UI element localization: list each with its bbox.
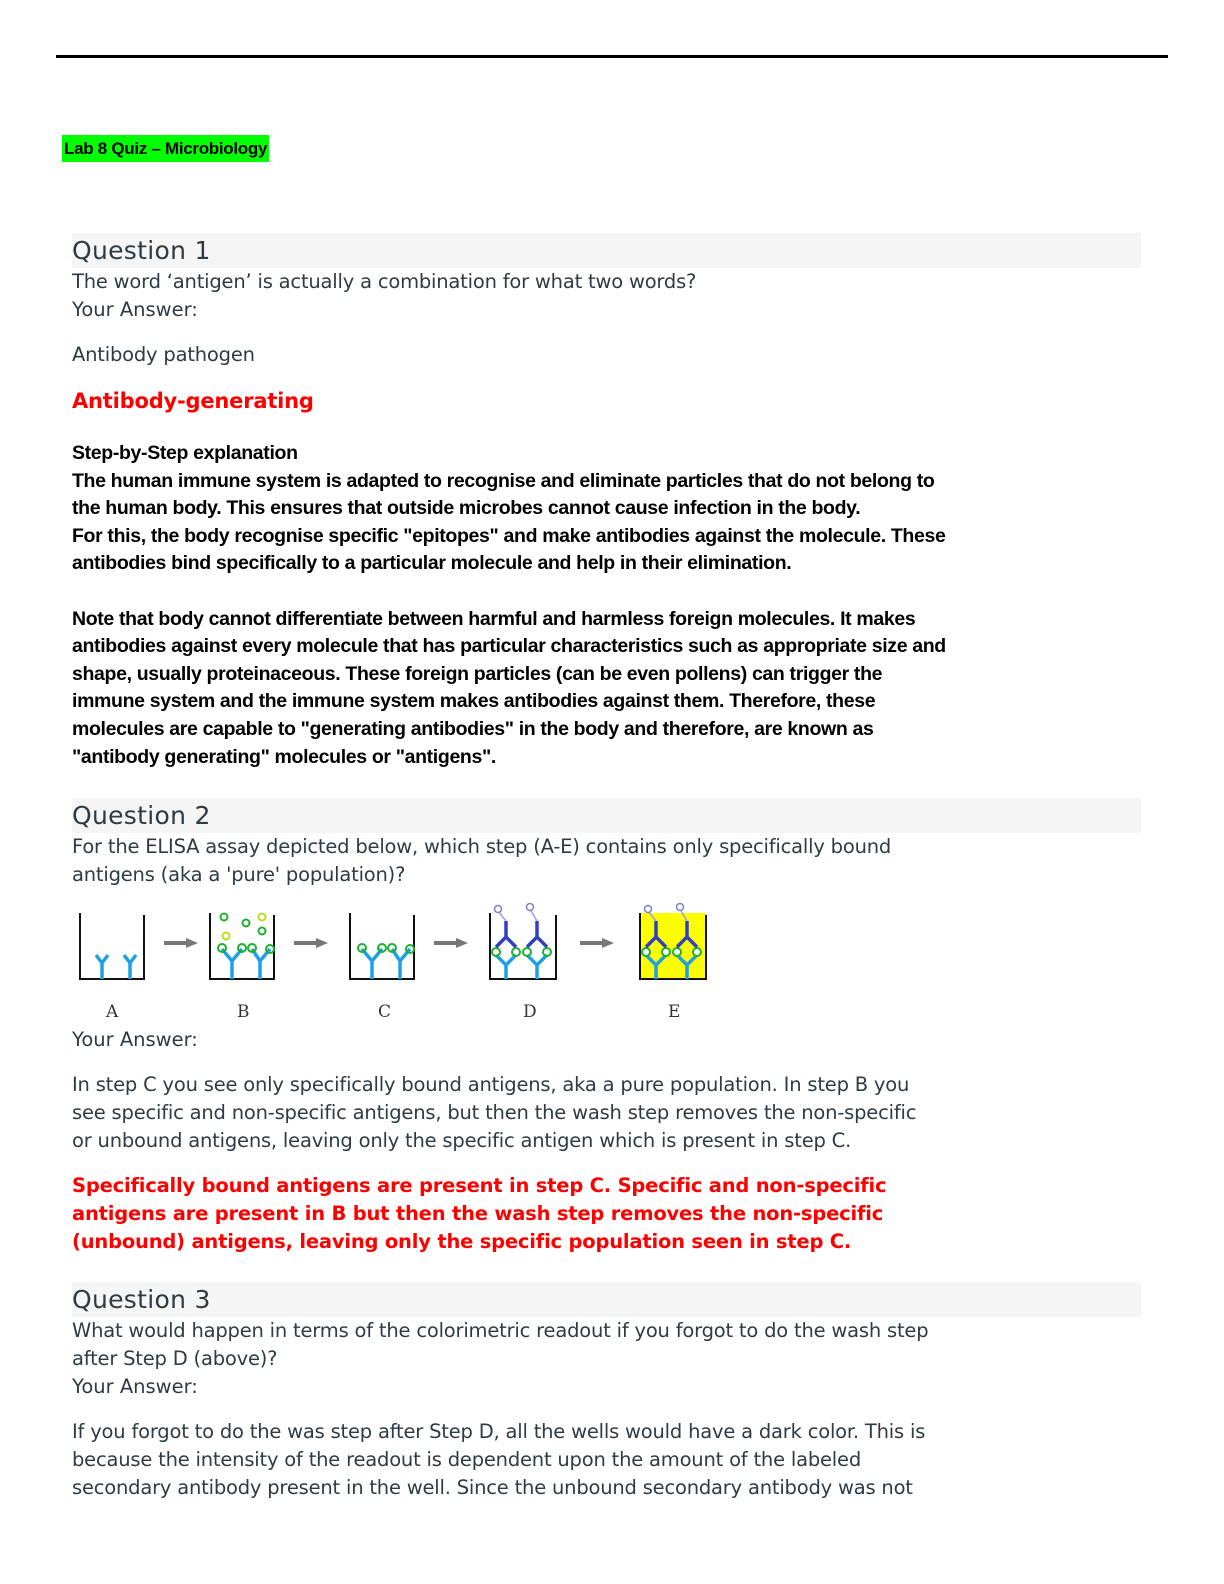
document-title: Lab 8 Quiz – Microbiology	[62, 135, 269, 162]
answer-label: Your Answer:	[72, 1028, 198, 1051]
step-label-e: E	[668, 1002, 681, 1022]
step-label-c: C	[378, 1002, 392, 1022]
your-answer-line: In step C you see only specifically bound antigens, aka a pure population. In step B you	[72, 1073, 910, 1096]
step-label-a: A	[106, 1002, 119, 1022]
question-text-line: after Step D (above)?	[72, 1347, 278, 1370]
explanation-line: "antibody generating" molecules or "antigens".	[72, 745, 496, 768]
explanation-line: antibodies against every molecule that has particular characteristics such as appropriate size and	[72, 635, 946, 658]
well-d	[490, 904, 556, 980]
question-3	[72, 1282, 1162, 1502]
elisa-steps-illustration	[72, 903, 732, 1003]
question-2	[72, 798, 1162, 889]
your-answer-line: see specific and non-specific antigens, but then the wash step removes the non-specific	[72, 1101, 917, 1124]
question-heading: Question 2	[72, 798, 1141, 833]
well-c	[350, 913, 414, 979]
explanation-line: For this, the body recognise specific "epitopes" and make antibodies against the molecule. These	[72, 524, 946, 547]
question-text-line: What would happen in terms of the colorimetric readout if you forgot to do the wash step	[72, 1319, 929, 1342]
question-heading: Question 1	[72, 233, 1141, 268]
elisa-diagram	[72, 903, 732, 1023]
step-label-d: D	[523, 1002, 537, 1022]
well-b	[210, 913, 274, 979]
question-text-line: antigens (aka a 'pure' population)?	[72, 863, 406, 886]
well-e	[640, 904, 706, 980]
question-2-answer	[72, 1026, 1162, 1256]
question-text: The word ‘antigen’ is actually a combination for what two words?	[72, 270, 697, 293]
your-answer-line: or unbound antigens, leaving only the specific antigen which is present in step C.	[72, 1129, 852, 1152]
explanation-line: molecules are capable to "generating antibodies" in the body and therefore, are known as	[72, 717, 874, 740]
explanation-line: immune system and the immune system makes antibodies against them. Therefore, these	[72, 690, 876, 713]
correct-answer-line: Specifically bound antigens are present in step C. Specific and non-specific	[72, 1174, 887, 1197]
question-1	[72, 233, 1162, 771]
explanation-line: Note that body cannot differentiate between harmful and harmless foreign molecules. It makes	[72, 607, 916, 630]
your-answer-line: because the intensity of the readout is dependent upon the amount of the labeled	[72, 1448, 861, 1471]
question-heading: Question 3	[72, 1282, 1141, 1317]
correct-answer-line: (unbound) antigens, leaving only the specific population seen in step C.	[72, 1230, 852, 1253]
well-a	[80, 913, 144, 979]
explanation-title: Step-by-Step explanation	[72, 442, 298, 464]
your-answer: Antibody pathogen	[72, 343, 255, 366]
your-answer-line: If you forgot to do the was step after Step D, all the wells would have a dark color. This is	[72, 1420, 926, 1443]
your-answer-line: secondary antibody present in the well. Since the unbound secondary antibody was not	[72, 1476, 913, 1499]
explanation-line: shape, usually proteinaceous. These foreign particles (can be even pollens) can trigger the	[72, 662, 883, 685]
answer-label: Your Answer:	[72, 298, 198, 321]
correct-answer-line: antigens are present in B but then the wash step removes the non-specific	[72, 1202, 884, 1225]
explanation	[72, 440, 1162, 771]
explanation-line: The human immune system is adapted to recognise and eliminate particles that do not belong to	[72, 469, 935, 492]
explanation-line: antibodies bind specifically to a particular molecule and help in their elimination.	[72, 552, 792, 575]
question-text-line: For the ELISA assay depicted below, which step (A-E) contains only specifically bound	[72, 835, 892, 858]
answer-label: Your Answer:	[72, 1375, 198, 1398]
correct-answer: Antibody-generating	[72, 389, 314, 413]
header-rule	[56, 55, 1168, 58]
step-label-b: B	[237, 1002, 250, 1022]
explanation-line: the human body. This ensures that outside microbes cannot cause infection in the body.	[72, 497, 861, 520]
